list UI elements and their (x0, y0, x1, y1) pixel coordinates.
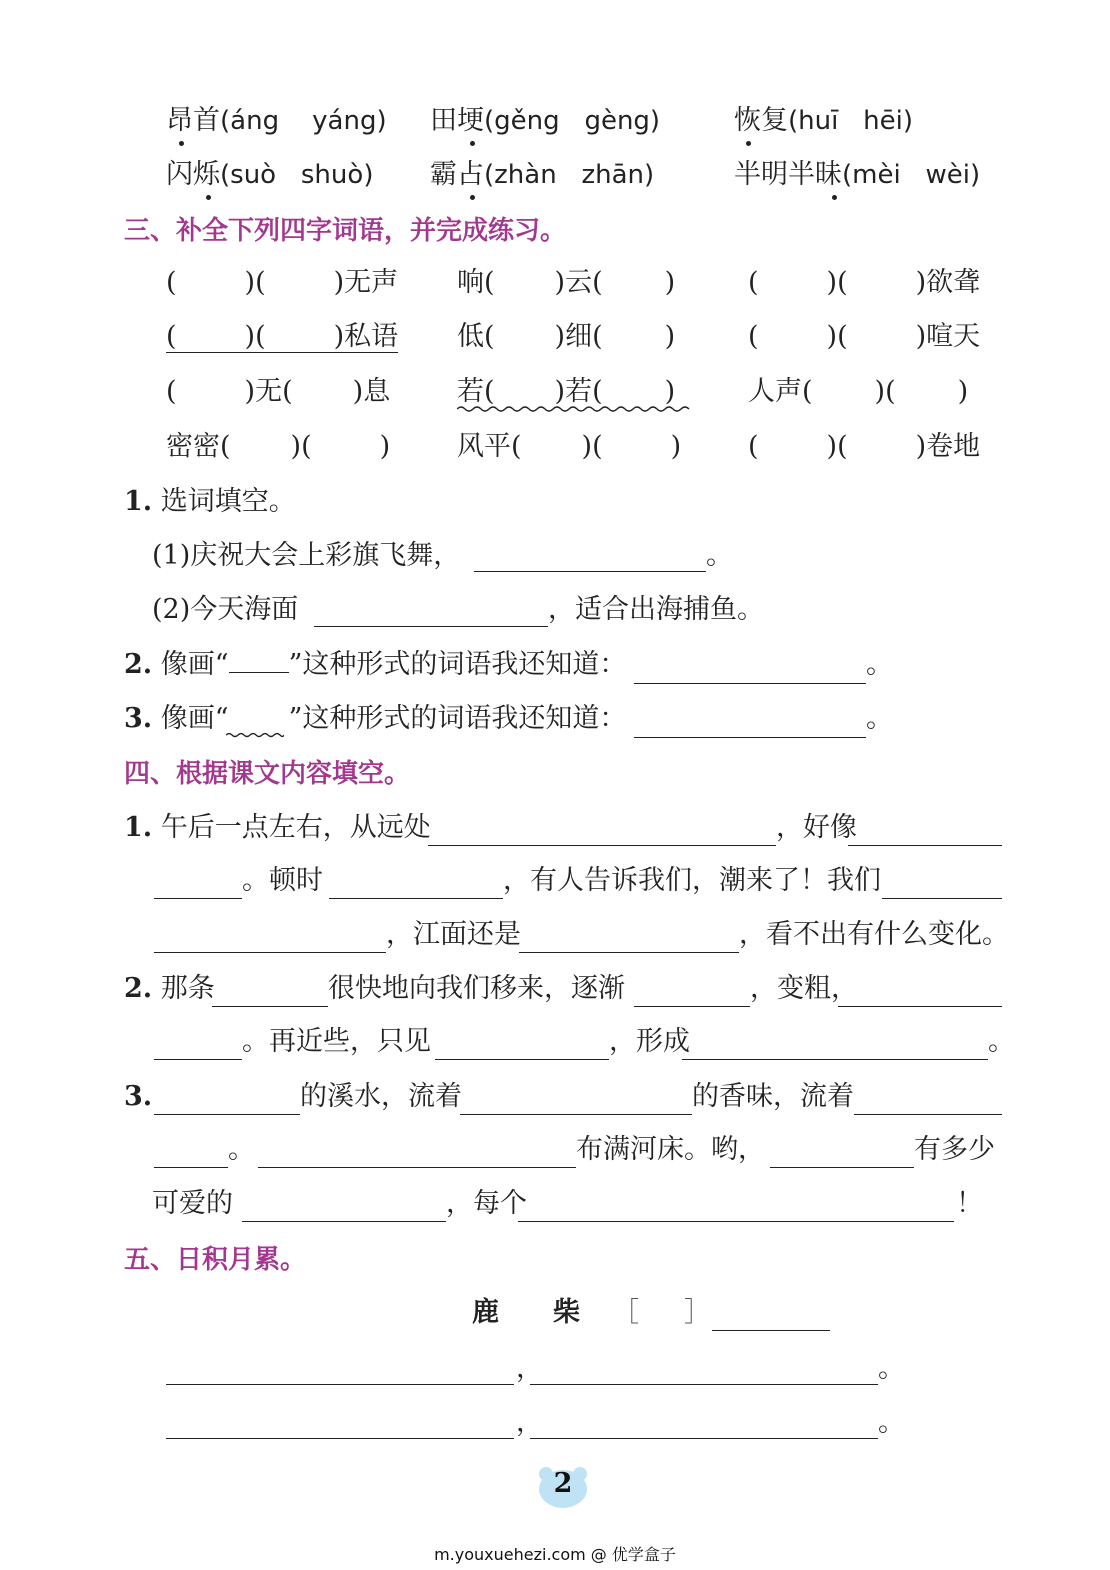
fill-text: ，看不出有什么变化。 (739, 919, 1009, 950)
section-heading: 三、补全下列四字词语，并完成练习。 (124, 216, 567, 246)
pinyin-option[interactable]: mèi (852, 160, 901, 190)
idiom-item: ( )( )私语 (166, 321, 399, 352)
pinyin-word: 恢复 (734, 105, 788, 136)
emphasis-dot (832, 195, 837, 200)
comma: ， (516, 1353, 543, 1384)
pinyin-word: 半明半昧 (734, 159, 842, 190)
idiom-text: 低 (457, 321, 484, 352)
idiom-text: 若 (457, 376, 484, 407)
question-1-sub-1: (1)庆祝大会上彩旗飞舞， (152, 540, 461, 571)
idiom-item: ( )无( )息 (166, 376, 391, 407)
answer-blank[interactable] (154, 1059, 242, 1060)
answer-blank[interactable] (518, 1221, 954, 1222)
fill-text: 。 (228, 1134, 255, 1165)
comma: ， (516, 1407, 543, 1438)
pinyin-item: 恢复(huī hēi) (734, 105, 913, 136)
poem-title: 鹿 柴 (472, 1297, 580, 1328)
pinyin-option[interactable]: zhān (581, 160, 645, 190)
pinyin-item: 田埂(gěng gèng) (430, 105, 661, 136)
fill-text: 2. 那条 (124, 973, 215, 1004)
idiom-item: ( )( )卷地 (748, 431, 981, 462)
answer-blank[interactable] (682, 1059, 988, 1060)
answer-blank[interactable] (242, 1221, 446, 1222)
emphasis-dot (470, 195, 475, 200)
idiom-text: 密密 (166, 431, 220, 462)
answer-blank[interactable] (634, 683, 866, 684)
answer-blank[interactable] (882, 898, 1002, 899)
pinyin-option[interactable]: huī (798, 106, 839, 136)
answer-blank[interactable] (519, 952, 739, 953)
pinyin-option[interactable]: shuò (300, 160, 364, 190)
emphasis-dot (206, 195, 211, 200)
idiom-item: ( )( )喧天 (748, 321, 981, 352)
answer-blank[interactable] (154, 898, 242, 899)
pinyin-option[interactable]: wèi (925, 160, 970, 190)
idiom-text: 若 (565, 376, 593, 407)
idiom-text: 云 (565, 267, 593, 298)
idiom-text: 息 (363, 376, 391, 407)
pinyin-option[interactable]: suò (230, 160, 277, 190)
emphasis-dot (746, 141, 751, 146)
question-number: 3. (124, 1081, 153, 1112)
fill-text: ，每个 (446, 1188, 527, 1219)
pinyin-item: 昂首(áng yáng) (166, 105, 387, 136)
pinyin-item: 霸占(zhàn zhān) (430, 159, 655, 190)
poem-line-blank[interactable] (166, 1438, 514, 1439)
answer-blank[interactable] (154, 1114, 300, 1115)
pinyin-option[interactable]: zhàn (494, 160, 557, 190)
answer-blank[interactable] (154, 1167, 228, 1168)
wavy-underline-mark (457, 405, 691, 413)
page-number: 2 (553, 1468, 573, 1499)
fill-text: ，有人告诉我们，潮来了！我们 (503, 865, 881, 896)
underline-mark (166, 352, 398, 353)
idiom-text: 卷地 (926, 431, 981, 462)
footer-url[interactable]: m.youxuehezi.com @ 优学盒子 (434, 1545, 676, 1564)
pinyin-word: 霸占 (430, 159, 484, 190)
answer-blank[interactable] (474, 571, 706, 572)
fill-text: 的溪水，流着 (300, 1081, 462, 1112)
idiom-item: 若( )若( ) (457, 376, 676, 407)
idiom-item: 响( )云( ) (457, 267, 676, 298)
idiom-text: 无 (255, 376, 283, 407)
emphasis-dot (179, 141, 184, 146)
idiom-item: 风平( )( ) (457, 431, 682, 462)
answer-blank[interactable] (435, 1059, 609, 1060)
answer-blank[interactable] (854, 1114, 1002, 1115)
pinyin-option[interactable]: gèng (584, 106, 650, 136)
pinyin-word: 昂首 (166, 105, 220, 136)
answer-blank[interactable] (212, 1006, 328, 1007)
question-1-sub-2-end: ，适合出海捕鱼。 (548, 594, 764, 625)
bracket-open: ［ (612, 1297, 639, 1328)
idiom-text: 欲聋 (926, 267, 981, 298)
pinyin-option[interactable]: yáng (312, 106, 377, 136)
answer-blank[interactable] (428, 845, 776, 846)
pinyin-option[interactable]: gěng (494, 106, 560, 136)
fill-text: 的香味，流着 (692, 1081, 854, 1112)
period: 。 (706, 540, 733, 571)
answer-blank[interactable] (154, 952, 386, 953)
bracket-close: ］ (684, 1297, 711, 1328)
idiom-text: 无声 (344, 267, 399, 298)
answer-blank[interactable] (329, 898, 503, 899)
question-1: 1. 选词填空。 (124, 486, 296, 517)
idiom-text: 响 (457, 267, 484, 298)
period: 。 (878, 1407, 905, 1438)
pinyin-option[interactable]: hēi (863, 106, 903, 136)
answer-blank[interactable] (634, 1006, 750, 1007)
fill-text: ！ (956, 1188, 983, 1219)
answer-blank[interactable] (258, 1167, 576, 1168)
answer-blank[interactable] (634, 737, 866, 738)
fill-text: ，江面还是 (386, 919, 521, 950)
pinyin-word: 闪烁 (166, 159, 220, 190)
idiom-text: 私语 (344, 321, 399, 352)
section-heading: 四、根据课文内容填空。 (124, 759, 411, 789)
answer-blank[interactable] (314, 626, 548, 627)
idiom-item: 人声( )( ) (748, 376, 969, 407)
pinyin-word: 田埂 (430, 105, 484, 136)
answer-blank[interactable] (460, 1114, 692, 1115)
pinyin-item: 半明半昧(mèi wèi) (734, 159, 981, 190)
fill-text: 有多少 (914, 1134, 995, 1165)
fill-text: 1. 午后一点左右，从远处 (124, 812, 431, 843)
period: 。 (878, 1353, 905, 1384)
question-2: 2. 像画“ ”这种形式的词语我还知道： (124, 649, 627, 680)
answer-blank[interactable] (848, 845, 1002, 846)
period: 。 (866, 703, 893, 734)
fill-text: ，变粗， (750, 973, 858, 1004)
period: 。 (866, 649, 893, 680)
wavy-sample (229, 705, 289, 727)
poem-line-blank[interactable] (530, 1438, 878, 1439)
pinyin-option[interactable]: áng (230, 106, 280, 136)
fill-text: 可爱的 (152, 1188, 233, 1219)
question-1-sub-2: (2)今天海面 (152, 594, 299, 625)
idiom-item: 密密( )( ) (166, 431, 391, 462)
emphasis-dot (470, 141, 475, 146)
fill-text: 。 (988, 1026, 1015, 1057)
fill-text: ，好像 (776, 812, 857, 843)
idiom-text: 细 (565, 321, 593, 352)
fill-text: 。顿时 (242, 865, 323, 896)
idiom-item: ( )( )欲聋 (748, 267, 981, 298)
answer-blank[interactable] (838, 1006, 1002, 1007)
answer-blank[interactable] (770, 1167, 914, 1168)
fill-text: 布满河床。哟， (576, 1134, 765, 1165)
idiom-text: 风平 (457, 431, 511, 462)
poem-line-blank[interactable] (166, 1384, 514, 1385)
fill-text: 。再近些，只见 (242, 1026, 431, 1057)
question-3: 3. 像画“ ”这种形式的词语我还知道： (124, 703, 627, 734)
idiom-item: 低( )细( ) (457, 321, 676, 352)
wavy-underline-mark (226, 731, 284, 739)
underline-sample (229, 650, 289, 673)
idiom-text: 人声 (748, 376, 802, 407)
fill-text: ，形成 (609, 1026, 690, 1057)
idiom-text: 喧天 (926, 321, 981, 352)
poem-line-blank[interactable] (530, 1384, 878, 1385)
dynasty-author-blank[interactable] (712, 1330, 830, 1331)
idiom-item: ( )( )无声 (166, 267, 399, 298)
section-heading: 五、日积月累。 (124, 1245, 307, 1275)
fill-text: 很快地向我们移来，逐渐 (328, 973, 625, 1004)
pinyin-item: 闪烁(suò shuò) (166, 159, 374, 190)
